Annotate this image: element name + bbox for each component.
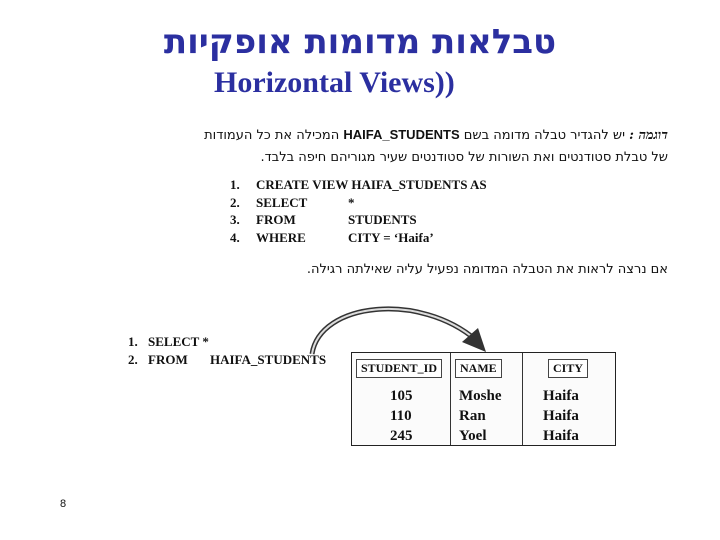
example-view-name: HAIFA_STUDENTS xyxy=(343,127,460,142)
sql-line xyxy=(128,333,326,351)
sql-statement: SELECT * xyxy=(148,334,209,349)
result-table xyxy=(351,352,616,446)
table-cell: 245 xyxy=(390,428,413,444)
sql-keyword: FROM xyxy=(148,351,188,367)
sql-line-number: 1. xyxy=(128,334,138,349)
sql-line-number: 1. xyxy=(230,177,240,192)
page-title-hebrew: טבלאות מדומות אופקיות xyxy=(163,22,557,62)
student-id-column xyxy=(390,386,413,446)
sql-argument: STUDENTS xyxy=(348,212,417,227)
name-column xyxy=(459,386,502,446)
query-note: אם נרצה לראות את הטבלה המדומה נפעיל עליה שאילתה רגילה. xyxy=(306,262,668,277)
example-paragraph xyxy=(28,124,668,169)
sql-line xyxy=(230,176,487,194)
table-cell: 105 xyxy=(390,388,413,404)
sql-line-number: 4. xyxy=(230,229,240,245)
sql-line xyxy=(230,211,487,229)
sql-line-number: 2. xyxy=(128,351,138,367)
example-line2: של טבלת סטודנטים ואת השורות של סטודנטים שעיר מגוריהם חיפה בלבד. xyxy=(260,150,668,165)
example-label: דוגמה : xyxy=(629,128,668,143)
table-cell: Ran xyxy=(459,408,486,424)
sql-argument: CITY = ‘Haifa’ xyxy=(348,229,434,245)
sql-keyword: FROM xyxy=(256,212,296,227)
page-number: 8 xyxy=(60,498,67,510)
column-divider xyxy=(450,353,451,445)
example-line1-end: המכילה את כל העמודות xyxy=(204,128,344,143)
create-view-sql xyxy=(230,176,487,246)
table-header: NAME xyxy=(455,359,502,378)
sql-keyword: WHERE xyxy=(256,229,306,245)
sql-statement: CREATE VIEW HAIFA_STUDENTS AS xyxy=(256,177,487,192)
sql-keyword: SELECT xyxy=(256,194,308,210)
example-line1-start: יש להגדיר טבלה מדומה בשם xyxy=(459,128,625,143)
table-header: STUDENT_ID xyxy=(356,359,442,378)
select-view-sql xyxy=(128,333,326,368)
table-cell: Haifa xyxy=(543,388,579,404)
column-divider xyxy=(522,353,523,445)
city-column xyxy=(543,386,579,446)
sql-argument: HAIFA_STUDENTS xyxy=(210,351,327,367)
table-cell: Yoel xyxy=(459,428,487,444)
table-cell: 110 xyxy=(390,408,412,424)
page-title-english: Horizontal Views)) xyxy=(214,66,455,99)
sql-line xyxy=(128,351,326,369)
table-cell: Haifa xyxy=(543,408,579,424)
sql-line xyxy=(230,194,487,212)
sql-line xyxy=(230,229,487,247)
sql-argument: * xyxy=(348,194,355,210)
sql-line-number: 2. xyxy=(230,194,240,210)
table-cell: Haifa xyxy=(543,428,579,444)
sql-line-number: 3. xyxy=(230,212,240,227)
table-cell: Moshe xyxy=(459,388,502,404)
table-header: CITY xyxy=(548,359,588,378)
